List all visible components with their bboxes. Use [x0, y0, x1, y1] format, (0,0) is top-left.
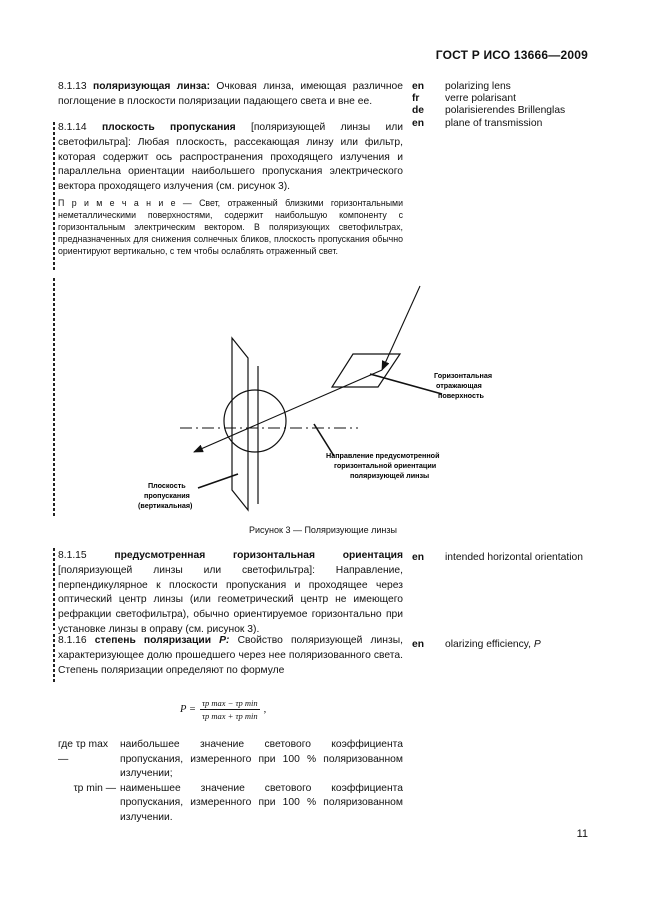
reflecting-surface-shape [332, 354, 400, 387]
label-plane-3: (вертикальная) [138, 501, 193, 510]
lang-code: en [412, 639, 425, 650]
definition: Очковая линза, имеющая различное поглощение в плоскости поляризации падающего света и вне ее. [58, 81, 403, 107]
formula-denominator: τp max + τp min [201, 711, 258, 721]
label-plane-2: пропускания [144, 491, 190, 500]
incident-ray [382, 286, 420, 370]
legend-symbol: τp min — [73, 782, 116, 794]
definition: [поляризующей линзы или светофильтра]: Направление, перпендикулярное к плоскости пропускания и проходящее через оптический центр линзы (или геометрический центр не имеющего рефракции светофильтра), обычно ориентируемое горизонтально при установке линзы в оправу (см. рисунок 3). [58, 564, 403, 635]
translation-8-1-15 [412, 551, 583, 565]
translation-row [412, 81, 612, 93]
lang-code: fr [412, 93, 420, 105]
label-horizontal-3: поверхность [438, 391, 484, 400]
change-bar [53, 278, 55, 518]
translation-symbol: P [533, 639, 541, 650]
translation-8-1-16 [412, 638, 541, 652]
note-label: П р и м е ч а н и е — [58, 198, 192, 208]
figure-3 [58, 278, 578, 518]
legend-description: наибольшее значение светового коэффициента пропускания, измеренного при 100 % поляризованном излучении; [120, 739, 403, 779]
translation-text: polarisierendes Brillenglas [445, 105, 566, 117]
polarizing-lens-diagram [58, 278, 578, 518]
section-8-1-16 [58, 634, 403, 678]
translation-text: intended horizontal orientation [445, 552, 583, 563]
label-horizontal-2: отражающая [436, 381, 482, 390]
lang-code: en [412, 81, 425, 92]
translation-text: verre polarisant [445, 93, 516, 105]
term: предусмотренная горизонтальная ориентация [114, 550, 403, 561]
formula-lhs: P = [180, 704, 196, 715]
legend-row [58, 738, 403, 782]
label-horizontal-1: Горизонтальная [434, 371, 493, 380]
formula-fraction [200, 698, 260, 721]
legend-description: наименьшее значение светового коэффициента пропускания, измеренного при 100 % поляризованном излучении. [120, 782, 403, 823]
label-direction-2: горизонтальной ориентации [334, 461, 437, 470]
transmission-plane-shape [232, 338, 248, 510]
definition: Свойство поляризующей линзы, характеризующее долю прошедшего через нее поляризованного света. Степень поляризации определяют по формуле [58, 635, 403, 676]
section-8-1-13 [58, 80, 403, 110]
translation-row [412, 118, 612, 130]
note-8-1-14 [58, 197, 403, 257]
section-number: 8.1.14 [58, 122, 87, 133]
translation-text: olarizing efficiency, [445, 639, 534, 650]
lang-code: en [412, 552, 425, 563]
note-text: Свет, отраженный близкими горизонтальными неметаллическими поверхностями, содержит наибольшую компоненту с горизонтальным электрическим вектором. В поляризующих светофильтрах, предназначенных для снижения солнечных бликов, плоскость пропускания обычно ориентируют вертикально, с тем чтобы ослаблять отраженный свет. [58, 198, 403, 256]
legend-row [58, 782, 403, 826]
formula-tail: , [263, 704, 267, 715]
section-8-1-14 [58, 121, 403, 195]
figure-caption: Рисунок 3 — Поляризующие линзы [249, 525, 397, 535]
leader-line-surface [370, 374, 442, 394]
section-number: 8.1.15 [58, 550, 87, 561]
polarization-formula [180, 698, 266, 721]
definition: [поляризующей линзы или светофильтра]: Любая плоскость, рассекающая линзу или фильтр, которая содержит ось распространения проходящего излучения и параллельна ориентации наибольшего пропускания электрического вектора проходящего излучения (см. рисунок 3). [58, 122, 403, 193]
lang-code: en [412, 117, 425, 129]
lang-code: de [412, 105, 425, 117]
document-code-header: ГОСТ Р ИСО 13666—2009 [435, 48, 588, 62]
legend-symbol: где τp max — [58, 739, 108, 765]
term: плоскость пропускания [101, 122, 236, 133]
lens-circle [224, 390, 286, 452]
page-number: 11 [576, 828, 588, 840]
translation-row [412, 105, 612, 117]
section-number: 8.1.16 [58, 635, 87, 646]
label-direction-3: поляризующей линзы [350, 471, 430, 480]
reflected-ray [194, 370, 382, 452]
translation-text: plane of transmission [445, 117, 543, 129]
translation-text: polarizing lens [445, 81, 511, 92]
change-bar [53, 122, 55, 272]
label-direction-1: Направление предусмотренной [326, 451, 440, 460]
formula-numerator: τp max − τp min [201, 698, 258, 708]
change-bar [53, 548, 55, 630]
label-plane-1: Плоскость [148, 481, 186, 490]
change-bar [53, 634, 55, 682]
formula-legend [58, 738, 403, 825]
term: поляризующая линза: [93, 81, 211, 92]
translation-row [412, 93, 612, 105]
term: степень поляризации [94, 635, 212, 646]
translations-8-1-13 [412, 81, 612, 130]
term-symbol: P: [219, 635, 230, 646]
section-8-1-15 [58, 549, 403, 638]
section-number: 8.1.13 [58, 81, 87, 92]
